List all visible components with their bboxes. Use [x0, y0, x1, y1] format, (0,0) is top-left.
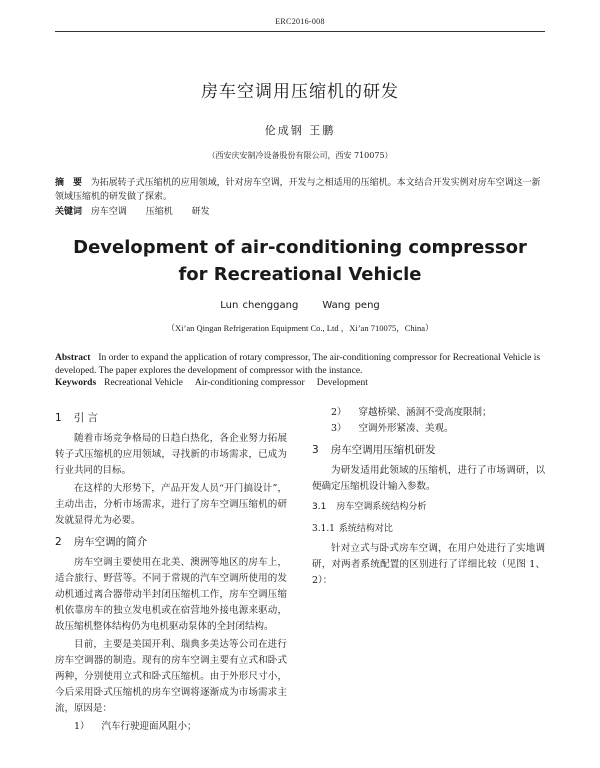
list-text: 穿越桥梁、涵洞不受高度限制；	[358, 407, 492, 418]
list-item	[55, 719, 287, 735]
section-number: 2	[55, 536, 62, 548]
en-keywords-label: Keywords	[55, 378, 97, 388]
section-title: 房车空调的简介	[73, 536, 148, 548]
section-heading	[55, 532, 287, 552]
en-affiliation: （Xi’an Qingan Refrigeration Equipment Co., Ltd ，Xi’an 710075，China）	[166, 323, 434, 333]
cn-keywords-label: 关键词	[55, 207, 83, 217]
cn-abstract-text: 为拓展转子式压缩机的应用领域，针对房车空调，开发与之相适用的压缩机。本文结合开发实例对房车空调这一新领域压缩机的研发做了探索。	[55, 178, 541, 202]
en-author: Lun chenggang	[220, 300, 299, 311]
en-keyword: Air-conditioning compressor	[194, 378, 305, 388]
cn-abstract	[55, 176, 545, 204]
cn-keyword: 房车空调	[90, 207, 127, 217]
en-keyword: Recreational Vehicle	[104, 378, 183, 388]
en-keyword: Development	[316, 378, 368, 388]
en-abstract	[55, 352, 545, 390]
body-column-right	[312, 405, 545, 591]
en-abstract-label: Abstract	[55, 353, 91, 363]
list-marker: 1）	[74, 721, 90, 732]
list-text: 汽车行驶迎面风阻小；	[101, 721, 197, 732]
header-rule	[55, 31, 545, 32]
en-keywords	[55, 377, 545, 390]
paragraph: 为研发适用此领域的压缩机，进行了市场调研，以便确定压缩机设计输入参数。	[312, 465, 545, 492]
cn-keyword: 压缩机	[145, 207, 173, 217]
subsection-title: 房车空调系统结构分析	[336, 502, 427, 512]
paragraph: 针对立式与卧式房车空调，在用户处进行了实地调研，对两者系统配置的区别进行了详细比较（见图 1、2）：	[312, 543, 545, 586]
en-authors	[0, 300, 600, 311]
subsection-number: 3.1	[312, 502, 327, 512]
paragraph: 房车空调主要使用在北美、澳洲等地区的房车上，适合旅行、野营等。不同于常规的汽车空调所使用的发动机通过离合器带动半封闭压缩机工作，房车空调压缩机依靠房车的独立发电机或在宿营地外接电源来驱动，故压缩机整体结构仍为电机驱动泵体的全封闭结构。	[55, 557, 287, 632]
cn-authors: 伦成钢 王鹏	[264, 124, 336, 137]
cn-affiliation: （西安庆安制冷设备股份有限公司，西安 710075）	[207, 151, 393, 160]
subsubsection-number: 3.1.1	[312, 524, 335, 534]
paragraph: 目前，主要是美国开利、瑞典多美达等公司在进行房车空调器的制造。现有的房车空调主要有立式和卧式两种，分别使用立式和卧式压缩机。由于外形尺寸小，今后采用卧式压缩机的房车空调将逐渐成为市场需求主流，原因是：	[55, 639, 287, 714]
paragraph: 随着市场竞争格局的日趋白热化，各企业努力拓展转子式压缩机的应用领域，寻找新的市场需求，已成为行业共同的目标。	[55, 433, 287, 476]
cn-keyword: 研发	[191, 207, 210, 217]
en-title	[0, 234, 600, 288]
list-marker: 2）	[331, 407, 347, 418]
subsubsection-title: 系统结构对比	[338, 524, 393, 534]
running-head: ERC2016-008	[275, 17, 325, 26]
section-number: 3	[312, 444, 319, 456]
list-item	[312, 405, 545, 421]
cn-title: 房车空调用压缩机的研发	[201, 82, 399, 102]
en-abstract-text: In order to expand the application of rotary compressor, The air-conditioning compressor for Recreational Vehicle is developed. The paper explores the development of compressor with the instance.	[55, 353, 541, 376]
section-heading	[312, 440, 545, 460]
cn-abstract-label: 摘 要	[55, 178, 83, 188]
en-title-line1: Development of air-conditioning compressor	[73, 237, 527, 258]
list-text: 空调外形紧凑、美观。	[358, 423, 454, 434]
section-heading	[55, 408, 287, 428]
body-column-left	[55, 405, 287, 735]
cn-keywords	[55, 205, 545, 219]
list-marker: 3）	[331, 423, 347, 434]
section-title: 房车空调用压缩机研发	[330, 444, 436, 456]
list-item	[312, 421, 545, 437]
subsubsection-heading	[312, 519, 545, 539]
en-title-line2: for Recreational Vehicle	[178, 264, 422, 285]
en-author: Wang peng	[322, 300, 380, 311]
subsection-heading	[312, 497, 545, 517]
section-number: 1	[55, 412, 62, 424]
section-title: 引 言	[73, 412, 99, 424]
paragraph: 在这样的大形势下，产品开发人员“开门搞设计”，主动出击，分析市场需求，进行了房车空调压缩机的研发就显得尤为必要。	[55, 483, 287, 526]
